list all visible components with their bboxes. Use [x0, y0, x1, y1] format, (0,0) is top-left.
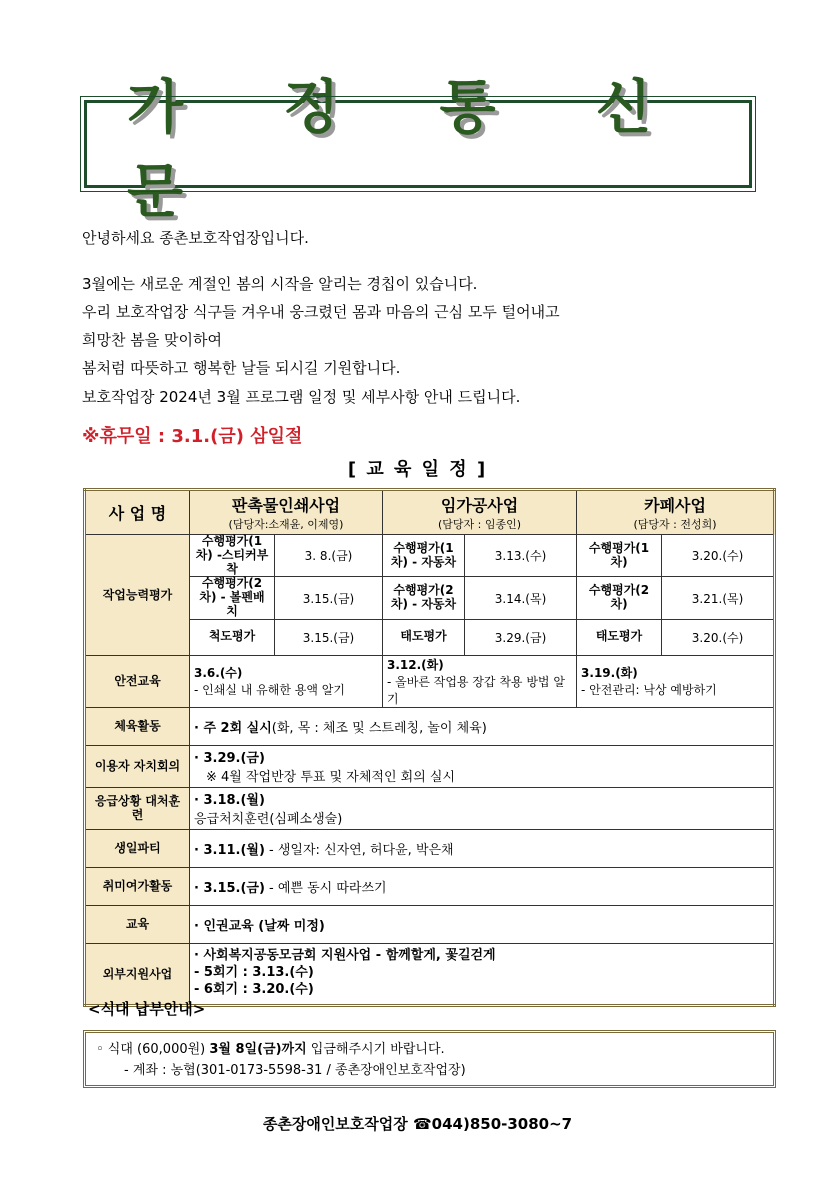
safety-c2-date: 3.12.(화) [387, 657, 444, 672]
intro-line3: 희망찬 봄을 맞이하여 [82, 331, 222, 349]
council-line1: · 3.29.(금) [194, 751, 265, 767]
eval-row-1 [85, 535, 775, 577]
eval-c1-label: 척도평가 [190, 619, 275, 655]
eval-c3-date: 3.20.(수) [662, 535, 775, 577]
council-row [85, 745, 775, 787]
meal-account: - 계좌 : 농협(301-0173-5598-31 / 종촌장애인보호작업장) [124, 1063, 466, 1079]
external-line3: - 6회기 : 3.20.(수) [194, 982, 314, 998]
sports-bold: · 주 2회 실시 [194, 720, 272, 736]
safety-c1 [190, 655, 383, 707]
meal-line1 [96, 1039, 763, 1060]
meal-line1-c: 입금해주시기 바랍니다. [306, 1042, 445, 1057]
emergency-line2: 응급처치훈련(심폐소생술) [194, 812, 343, 828]
section-title: [ 교 육 일 정 ] [347, 459, 488, 480]
birthday-text: - 생일자: 신자연, 허다윤, 박은채 [264, 842, 454, 858]
holiday-notice: ※휴무일 : 3.1.(금) 삼일절 [82, 426, 303, 447]
education-row [85, 905, 775, 943]
education-label: 교육 [85, 905, 190, 943]
eval-c1-label: 수행평가(1차) -스티커부착 [190, 535, 275, 577]
title-box [84, 73, 752, 225]
hobby-label: 취미여가활동 [85, 867, 190, 905]
intro-line1: 3월에는 새로운 계절인 봄의 시작을 알리는 경칩이 있습니다. [82, 275, 478, 293]
eval-c1-date: 3.15.(금) [275, 619, 383, 655]
external-content [190, 943, 775, 1005]
education-text: · 인권교육 (날짜 미정) [190, 905, 775, 943]
intro-greeting: 안녕하세요 종촌보호작업장입니다. [82, 229, 309, 247]
eval-c2-date: 3.14.(목) [465, 577, 577, 619]
safety-c3-date: 3.19.(화) [581, 666, 638, 681]
header-label: 사 업 명 [85, 490, 190, 535]
header-col1-manager: (담당자:소재윤, 이제영) [228, 518, 344, 531]
emergency-line1: · 3.18.(월) [194, 793, 265, 809]
hobby-bold: · 3.15.(금) [194, 880, 265, 896]
header-col3 [577, 490, 775, 535]
sports-label: 체육활동 [85, 707, 190, 745]
safety-c3-text: - 안전관리: 낙상 예방하기 [581, 683, 717, 698]
council-line2: ※ 4월 작업반장 투표 및 자체적인 회의 실시 [206, 770, 456, 786]
safety-row [85, 655, 775, 707]
safety-c3 [577, 655, 775, 707]
header-col3-manager: (담당자 : 전성희) [633, 518, 717, 531]
birthday-row [85, 829, 775, 867]
meal-title: <식대 납부안내> [88, 1000, 206, 1018]
eval-c3-label: 태도평가 [577, 619, 662, 655]
eval-c2-date: 3.13.(수) [465, 535, 577, 577]
safety-c1-text: - 인쇄실 내 유해한 용액 알기 [194, 683, 345, 698]
table-header-row [85, 490, 775, 535]
meal-deadline: 3월 8일(금)까지 [209, 1042, 307, 1057]
safety-label: 안전교육 [85, 655, 190, 707]
council-content [190, 745, 775, 787]
schedule-table [83, 488, 776, 1007]
header-col1-name: 판촉물인쇄사업 [231, 496, 341, 515]
safety-c2 [383, 655, 577, 707]
eval-c3-date: 3.20.(수) [662, 619, 775, 655]
emergency-label: 응급상황 대처훈련 [85, 787, 190, 829]
eval-c1-label: 수행평가(2차) - 볼펜배치 [190, 577, 275, 619]
eval-c3-label: 수행평가(1차) [577, 535, 662, 577]
intro-line2: 우리 보호작업장 식구들 겨우내 웅크렸던 몸과 마음의 근심 모두 털어내고 [82, 303, 560, 321]
eval-c3-label: 수행평가(2차) [577, 577, 662, 619]
header-col2-manager: (담당자 : 임종인) [438, 518, 522, 531]
hobby-content [190, 867, 775, 905]
eval-c1-date: 3. 8.(금) [275, 535, 383, 577]
hobby-text: - 예쁜 동시 따라쓰기 [264, 880, 387, 896]
external-line1: · 사회복지공동모금회 지원사업 - 함께할게, 꽃길걷게 [194, 948, 496, 964]
birthday-label: 생일파티 [85, 829, 190, 867]
safety-c1-date: 3.6.(수) [194, 666, 243, 681]
eval-c2-date: 3.29.(금) [465, 619, 577, 655]
eval-c2-label: 태도평가 [383, 619, 465, 655]
sports-content [190, 707, 775, 745]
page-title: 가 정 통 신 문 [127, 73, 692, 225]
birthday-bold: · 3.11.(월) [194, 842, 265, 858]
birthday-content [190, 829, 775, 867]
emergency-content [190, 787, 775, 829]
eval-label: 작업능력평가 [85, 535, 190, 656]
intro-line5: 보호작업장 2024년 3월 프로그램 일정 및 세부사항 안내 드립니다. [82, 388, 521, 406]
eval-c3-date: 3.21.(목) [662, 577, 775, 619]
sports-text: (화, 목 : 체조 및 스트레칭, 놀이 체육) [271, 720, 487, 736]
council-label: 이용자 자치회의 [85, 745, 190, 787]
hobby-row [85, 867, 775, 905]
header-col1 [190, 490, 383, 535]
external-row [85, 943, 775, 1005]
header-col2 [383, 490, 577, 535]
meal-line1-a: ◦ 식대 (60,000원) [96, 1042, 210, 1057]
safety-c2-text: - 올바른 작업용 장갑 착용 방법 알기 [387, 674, 565, 706]
footer-contact: 종촌장애인보호작업장 ☎044)850-3080~7 [262, 1115, 573, 1133]
intro-line4: 봄처럼 따뜻하고 행복한 날들 되시길 기원합니다. [82, 359, 401, 377]
eval-c1-date: 3.15.(금) [275, 577, 383, 619]
meal-box [83, 1030, 776, 1088]
header-col3-name: 카페사업 [644, 496, 706, 515]
sports-row [85, 707, 775, 745]
header-col2-name: 임가공사업 [440, 496, 519, 515]
external-line2: - 5회기 : 3.13.(수) [194, 965, 314, 981]
emergency-row [85, 787, 775, 829]
eval-c2-label: 수행평가(2차) - 자동차 [383, 577, 465, 619]
eval-c2-label: 수행평가(1차) - 자동차 [383, 535, 465, 577]
external-label: 외부지원사업 [85, 943, 190, 1005]
